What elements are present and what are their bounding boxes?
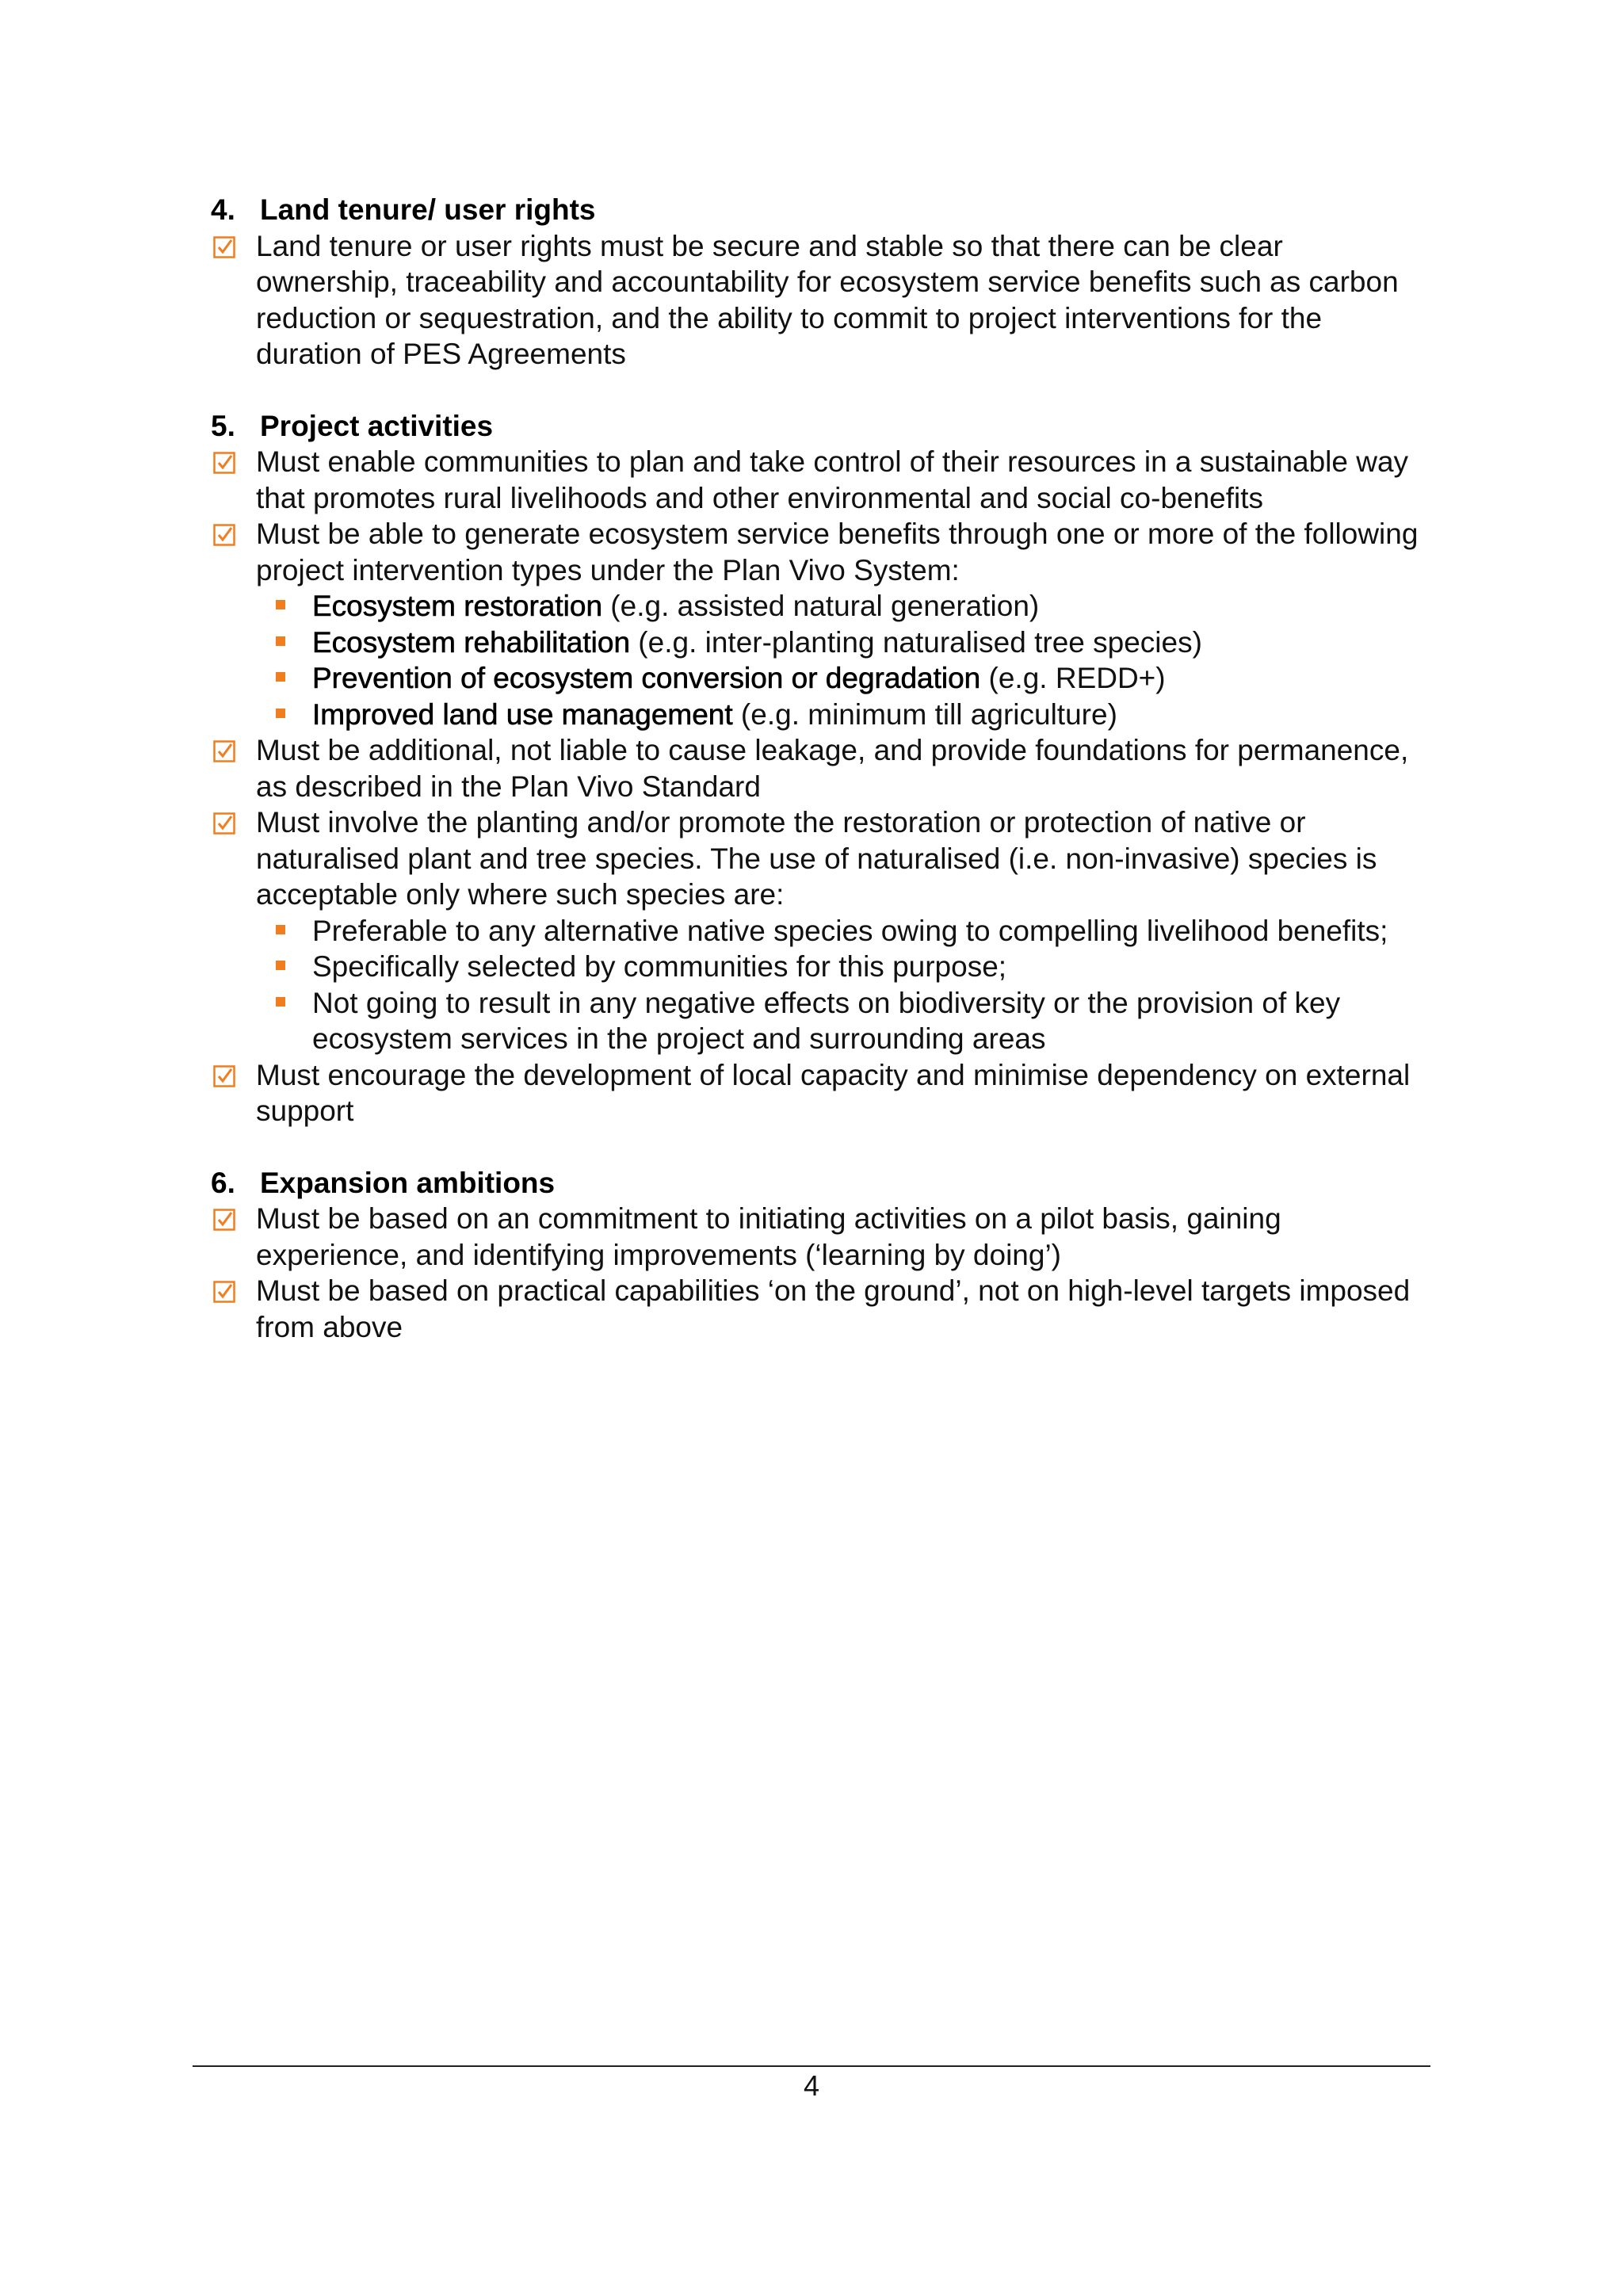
- intervention-types-list: [211, 588, 1431, 732]
- checkbox-checked-icon: [213, 1281, 235, 1303]
- square-bullet-icon: [276, 709, 285, 718]
- checkbox-checked-icon: [213, 740, 235, 762]
- section-title: Expansion ambitions: [260, 1166, 556, 1199]
- list-item: [211, 949, 1431, 985]
- list-item: [211, 588, 1431, 625]
- section-project-activities: [211, 408, 1431, 1129]
- square-bullet-icon: [276, 997, 285, 1007]
- list-item-term: Ecosystem restoration: [312, 590, 603, 622]
- checklist-item-text: Must enable communities to plan and take control of their resources in a sustainable way that promotes rural livelihoods and other environmental and social co-benefits: [256, 445, 1409, 514]
- checkbox-checked-icon: [213, 812, 235, 835]
- checkbox-checked-icon: [213, 524, 235, 546]
- checklist-item: [211, 1273, 1431, 1345]
- checkbox-checked-icon: [213, 236, 235, 258]
- list-item: [211, 913, 1431, 949]
- section-heading: [211, 192, 1431, 228]
- list-item: [211, 625, 1431, 661]
- section-number: 4.: [211, 193, 235, 226]
- checklist-item-text: Must encourage the development of local capacity and minimise dependency on external support: [256, 1058, 1411, 1127]
- checklist-item: [211, 732, 1431, 804]
- section-land-tenure: [211, 192, 1431, 372]
- list-item-text: Not going to result in any negative effects on biodiversity or the provision of key ecosystem services in the project and surrounding areas: [312, 986, 1341, 1055]
- checklist-item-text: Must be based on an commitment to initiating activities on a pilot basis, gaining experience, and identifying improvements (‘learning by doing’): [256, 1202, 1281, 1271]
- section-title: Land tenure/ user rights: [260, 193, 596, 226]
- checklist-item: [211, 1057, 1431, 1129]
- list-item-text: (e.g. REDD+): [980, 662, 1166, 694]
- checklist-item-text: Must be able to generate ecosystem service benefits through one or more of the following project intervention types under the Plan Vivo System:: [256, 518, 1419, 586]
- section-number: 6.: [211, 1166, 235, 1199]
- section-expansion-ambitions: [211, 1165, 1431, 1346]
- square-bullet-icon: [276, 636, 285, 646]
- list-item-text: (e.g. minimum till agriculture): [732, 697, 1117, 731]
- section-title: Project activities: [260, 409, 494, 442]
- checklist-item: [211, 228, 1431, 372]
- page-content: [211, 192, 1431, 1381]
- square-bullet-icon: [276, 672, 285, 682]
- checklist-item: [211, 1201, 1431, 1273]
- checklist-item: [211, 444, 1431, 516]
- list-item-text: Preferable to any alternative native species owing to compelling livelihood benefits;: [312, 914, 1388, 947]
- list-item-term: Improved land use management: [312, 697, 733, 731]
- list-item-term: Ecosystem rehabilitation: [312, 625, 631, 659]
- square-bullet-icon: [276, 600, 285, 609]
- list-item-text: Specifically selected by communities for this purpose;: [312, 950, 1007, 983]
- list-item: [211, 660, 1431, 697]
- list-item-term: Prevention of ecosystem conversion or degradation: [312, 662, 981, 694]
- checklist-item: [211, 516, 1431, 588]
- checklist-item-text: Must be based on practical capabilities ‘on the ground’, not on high-level targets imposed from above: [256, 1274, 1411, 1343]
- square-bullet-icon: [276, 925, 285, 934]
- checkbox-checked-icon: [213, 452, 235, 474]
- checkbox-checked-icon: [213, 1065, 235, 1087]
- checklist-item-text: Land tenure or user rights must be secure and stable so that there can be clear ownership, traceability and accountability for ecosystem service benefits such as carbon reduction or sequestration, and the ability to commit to project interventions for the duration of PES Agreements: [256, 229, 1399, 370]
- checklist-item: [211, 804, 1431, 913]
- list-item: [211, 697, 1431, 733]
- page-number: 4: [803, 2069, 820, 2102]
- section-heading: [211, 408, 1431, 445]
- naturalised-species-conditions-list: [211, 913, 1431, 1057]
- footer-divider: [193, 2065, 1430, 2067]
- checklist-item-text: Must involve the planting and/or promote the restoration or protection of native or naturalised plant and tree species. The use of naturalised (i.e. non-invasive) species is acceptable only where such species are:: [256, 806, 1377, 911]
- list-item-text: (e.g. assisted natural generation): [602, 590, 1040, 622]
- checklist-item-text: Must be additional, not liable to cause leakage, and provide foundations for permanence, as described in the Plan Vivo Standard: [256, 734, 1409, 803]
- checkbox-checked-icon: [213, 1209, 235, 1231]
- square-bullet-icon: [276, 961, 285, 970]
- list-item-text: (e.g. inter-planting naturalised tree species): [630, 625, 1202, 659]
- section-heading: [211, 1165, 1431, 1201]
- list-item: [211, 985, 1431, 1057]
- section-number: 5.: [211, 409, 235, 442]
